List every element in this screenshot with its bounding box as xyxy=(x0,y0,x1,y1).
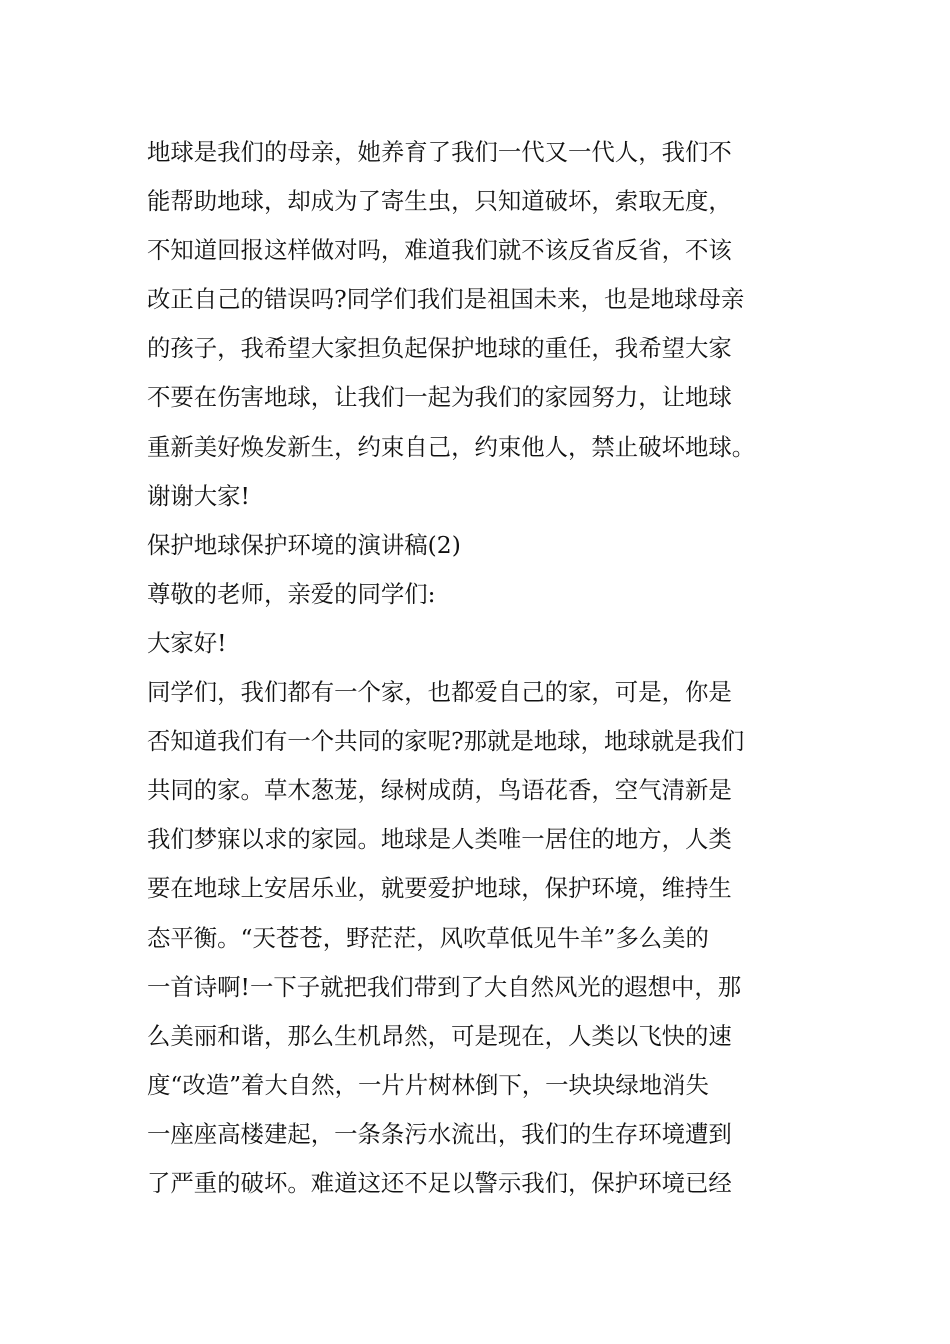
text-line: 否知道我们有一个共同的家呢?那就是地球，地球就是我们 xyxy=(147,727,745,756)
text-line: 度“改造”着大自然，一片片树林倒下，一块块绿地消失 xyxy=(147,1070,709,1099)
salutation: 尊敬的老师，亲爱的同学们: xyxy=(147,579,436,608)
text-line: 一座座高楼建起，一条条污水流出，我们的生存环境遭到 xyxy=(147,1119,732,1148)
document-body xyxy=(147,128,807,1208)
text-line: 能帮助地球，却成为了寄生虫，只知道破坏，索取无度， xyxy=(147,187,732,216)
section-title: 保护地球保护环境的演讲稿(2) xyxy=(147,530,461,559)
text-line: 地球是我们的母亲，她养育了我们一代又一代人，我们不 xyxy=(147,138,732,166)
text-line: 重新美好焕发新生，约束自己，约束他人，禁止破坏地球。 xyxy=(147,432,756,461)
text-line: 我们梦寐以求的家园。地球是人类唯一居住的地方，人类 xyxy=(147,825,732,854)
text-line: 不要在伤害地球，让我们一起为我们的家园努力，让地球 xyxy=(147,383,732,412)
greeting: 大家好! xyxy=(147,628,227,657)
text-line: 一首诗啊!一下子就把我们带到了大自然风光的遐想中，那 xyxy=(147,972,742,1001)
closing-line: 谢谢大家! xyxy=(147,481,250,510)
text-line: 同学们，我们都有一个家，也都爱自己的家，可是，你是 xyxy=(147,678,732,707)
text-line: 共同的家。草木葱茏，绿树成荫，鸟语花香，空气清新是 xyxy=(147,776,732,805)
text-line: 不知道回报这样做对吗，难道我们就不该反省反省，不该 xyxy=(147,236,732,265)
text-line: 的孩子，我希望大家担负起保护地球的重任，我希望大家 xyxy=(147,334,732,363)
text-line: 了严重的破坏。难道这还不足以警示我们，保护环境已经 xyxy=(147,1168,732,1197)
text-line: 态平衡。“天苍苍，野茫茫，风吹草低见牛羊”多么美的 xyxy=(147,923,709,952)
text-line: 么美丽和谐，那么生机昂然，可是现在，人类以飞快的速 xyxy=(147,1021,732,1050)
text-line: 改正自己的错误吗?同学们我们是祖国未来，也是地球母亲 xyxy=(147,285,745,314)
text-line: 要在地球上安居乐业，就要爱护地球，保护环境，维持生 xyxy=(147,874,732,903)
